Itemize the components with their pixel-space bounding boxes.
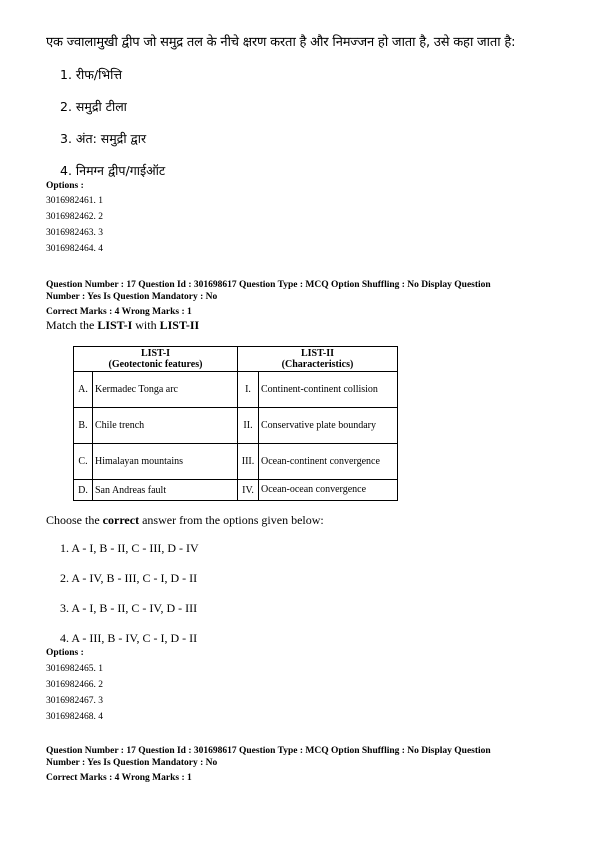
question-meta: Question Number : 17 Question Id : 301698617 Question Type : MCQ Option Shuffling : No Display Question	[46, 280, 491, 290]
question-text: एक ज्वालामुखी द्वीप जो समुद्र तल के नीचे क्षरण करता है और निमज्जन हो जाता है, उसे कहा जाता है:	[46, 35, 516, 50]
option-4: 4. निमग्न द्वीप/गाईऑट	[60, 163, 166, 178]
table-row: A. Kermadec Tonga arc I. Continent-continent collision	[74, 372, 398, 408]
option-2: 2. समुद्री टीला	[60, 99, 127, 114]
option-id: 3016982464. 4	[46, 244, 103, 254]
options-label: Options :	[46, 648, 84, 658]
option-id: 3016982461. 1	[46, 196, 103, 206]
list-1-header: LIST-I (Geotectonic features)	[74, 347, 238, 372]
option-2: 2. A - IV, B - III, C - I, D - II	[60, 571, 198, 585]
table-row: B. Chile trench II. Conservative plate boundary	[74, 408, 398, 444]
option-4: 4. A - III, B - IV, C - I, D - II	[60, 631, 198, 645]
options-label: Options :	[46, 181, 84, 191]
option-id: 3016982467. 3	[46, 696, 103, 706]
option-3: 3. A - I, B - II, C - IV, D - III	[60, 601, 198, 615]
option-1: 1. A - I, B - II, C - III, D - IV	[60, 541, 199, 555]
option-1: 1. रीफ/भित्ति	[60, 67, 122, 82]
question-text: Match the LIST-I with LIST-II	[46, 318, 200, 332]
question-marks: Correct Marks : 4 Wrong Marks : 1	[46, 307, 192, 317]
option-3: 3. अंत: समुद्री द्वार	[60, 131, 147, 146]
instruction-text: Choose the correct answer from the options given below:	[46, 513, 324, 527]
option-id: 3016982466. 2	[46, 680, 103, 690]
list-2-header: LIST-II (Characteristics)	[238, 347, 398, 372]
option-id: 3016982468. 4	[46, 712, 103, 722]
question-meta: Number : Yes Is Question Mandatory : No	[46, 292, 218, 302]
match-table	[73, 346, 398, 501]
table-row: D. San Andreas fault IV. Ocean-ocean convergence	[74, 480, 398, 501]
question-meta: Question Number : 17 Question Id : 301698617 Question Type : MCQ Option Shuffling : No Display Question	[46, 746, 491, 756]
table-row: C. Himalayan mountains III. Ocean-continent convergence	[74, 444, 398, 480]
question-marks: Correct Marks : 4 Wrong Marks : 1	[46, 773, 192, 783]
option-id: 3016982463. 3	[46, 228, 103, 238]
question-meta: Number : Yes Is Question Mandatory : No	[46, 758, 218, 768]
option-id: 3016982465. 1	[46, 664, 103, 674]
option-id: 3016982462. 2	[46, 212, 103, 222]
